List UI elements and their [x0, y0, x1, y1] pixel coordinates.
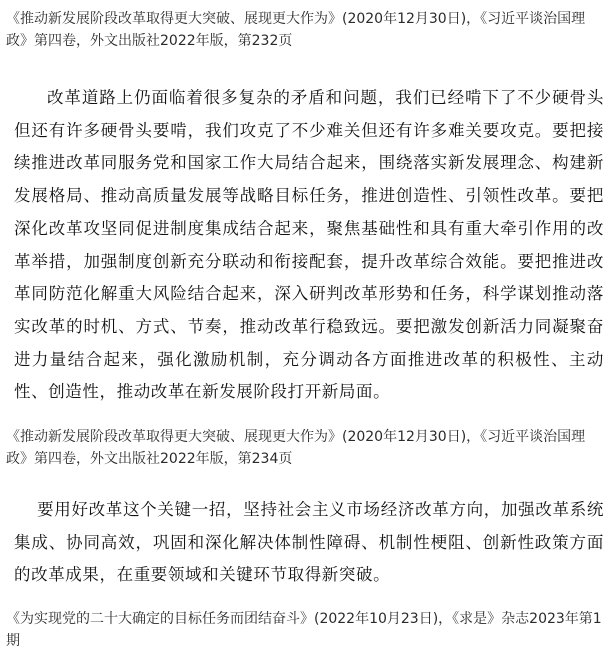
quote-paragraph-1: 改革道路上仍面临着很多复杂的矛盾和问题，我们已经啃下了不少硬骨头但还有许多硬骨头要啃，我们攻克了不少难关但还有许多难关要攻克。要把接续推进改革同服务党和国家工作大局结合起来，围绕落实新发展理念、构建新发展格局、推动高质量发展等战略目标任务，推进创造性、引领性改革。要把深化改革攻坚同促进制度集成结合起来，聚焦基础性和具有重大牵引作用的改革举措，加强制度创新充分联动和衔接配套，提升改革综合效能。要把推进改革同防范化解重大风险结合起来，深入研判改革形势和任务，科学谋划推动落实改革的时机、方式、节奏，推动改革行稳致远。要把激发创新活力同凝聚奋进力量结合起来，强化激励机制，充分调动各方面推进改革的积极性、主动性、创造性，推动改革在新发展阶段打开新局面。 — [14, 88, 604, 402]
citation-3: 《为实现党的二十大确定的目标任务而团结奋斗》(2022年10月23日)，《求是》杂志2023年第1期 — [6, 611, 602, 649]
quote-paragraph-2: 要用好改革这个关键一招，坚持社会主义市场经济改革方向，加强改革系统集成、协同高效，巩固和深化解决体制性障碍、机制性梗阻、创新性政策方面的改革成果，在重要领域和关键环节取得新突破。 — [14, 500, 604, 585]
citation-1: 《推动新发展阶段改革取得更大突破、展现更大作为》(2020年12月30日)，《习近平谈治国理政》第四卷，外文出版社2022年版，第232页 — [6, 11, 586, 49]
citation-2: 《推动新发展阶段改革取得更大突破、展现更大作为》(2020年12月30日)，《习近平谈治国理政》第四卷，外文出版社2022年版，第234页 — [6, 429, 586, 467]
